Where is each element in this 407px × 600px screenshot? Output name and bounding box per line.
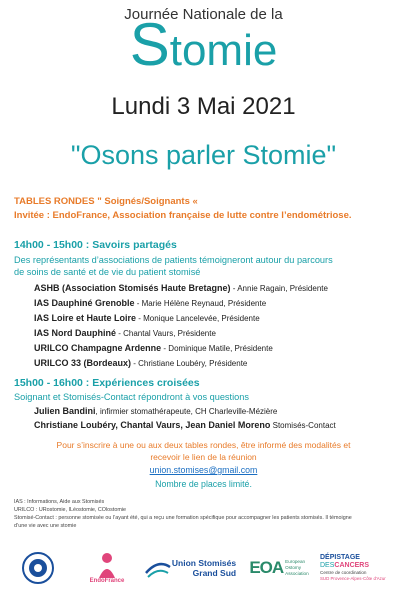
entry-person: - Chantal Vaurs, Présidente (116, 329, 216, 338)
union-stomises-sub: Grand Sud (192, 568, 237, 578)
event-tagline: "Osons parler Stomie" (70, 140, 337, 170)
footnote-urilco: URILCO : URostomie, ILéostomie, COlostomie (14, 507, 127, 513)
eoa-small-1: European (285, 559, 306, 564)
depistage-logo (320, 548, 400, 588)
entry-org: IAS Loire et Haute Loire (34, 313, 137, 323)
eoa-small-3: Association (285, 571, 309, 576)
depistage-line5: SUD Provence-Alpes-Côte d'Azur (320, 576, 386, 581)
session1-entry (34, 313, 260, 323)
session1-entry (34, 283, 328, 293)
entry-org: Christiane Loubéry, Chantal Vaurs, Jean Daniel Moreno (34, 420, 271, 430)
session1-heading: 14h00 - 15h00 : Savoirs partagés (14, 239, 177, 251)
depistage-line2-wrap (320, 562, 369, 570)
eoa-text: EOA (249, 558, 284, 577)
registration-info-line2: recevoir le lien de la réunion (150, 452, 257, 462)
contact-email-link[interactable]: union.stomises@gmail.com (149, 465, 258, 475)
session2-heading: 15h00 - 16h00 : Expériences croisées (14, 377, 200, 389)
entry-org: URILCO 33 (Bordeaux) (34, 358, 132, 368)
entry-person: - Christiane Loubéry, Présidente (131, 359, 248, 368)
eoa-logo (248, 548, 310, 588)
session1-entry (34, 298, 266, 308)
entry-org: IAS Dauphiné Grenoble (34, 298, 135, 308)
depistage-cancers: CANCERS (334, 562, 370, 569)
tables-rondes-invitee: Invitée : EndoFrance, Association française de lutte contre l’endométriose. (14, 210, 352, 221)
event-subtitle: Journée Nationale de la (124, 6, 283, 23)
session1-intro-line2: de soins de santé et de vie du patient stomisé (14, 267, 201, 277)
federation-emblem-icon (21, 551, 55, 585)
entry-org: ASHB (Association Stomisés Haute Bretagne) (34, 283, 231, 293)
entry-person: - Marie Hélène Reynaud, Présidente (134, 299, 267, 308)
event-date: Lundi 3 Mai 2021 (111, 93, 296, 120)
entry-person: - Monique Lancelevée, Présidente (136, 314, 260, 323)
logo-first-letter: S (129, 11, 170, 78)
eoa-small-2: Ostomy (285, 565, 301, 570)
union-stomises-swoosh-icon (144, 557, 172, 579)
footnote-ias: IAS : Informations, Aide aux Stomisés (14, 499, 105, 505)
session1-entry (34, 358, 247, 368)
footnote-stomise-contact: Stomisé-Contact : personne stomisée ou l’ayant été, qui a reçu une formation spécifique pour accompagner les patients stomisés. Il témoigne (14, 515, 352, 521)
session2-entry (34, 406, 277, 416)
endofrance-figure-icon (96, 552, 118, 578)
union-stomises-label: Union Stomisés (171, 558, 237, 568)
entry-person: Stomisés-Contact (270, 421, 336, 430)
entry-person: - Dominique Matile, Présidente (161, 344, 273, 353)
union-stomises-logo (140, 548, 240, 588)
endofrance-logo (82, 548, 132, 588)
entry-org: Julien Bandini (34, 406, 96, 416)
depistage-line4: Centre de coordination (320, 570, 367, 575)
tables-rondes-title: TABLES RONDES " Soignés/Soignants « (14, 196, 198, 207)
federation-logo (18, 548, 58, 588)
depistage-line1: DÉPISTAGE (320, 554, 360, 561)
footnote-stomise-contact-cont: d’une vie avec une stomie (14, 523, 77, 529)
session1-entry (34, 328, 216, 338)
endofrance-label: EndoFrance (89, 578, 125, 584)
session1-intro-line1: Des représentants d’associations de patients témoigneront autour du parcours (14, 255, 333, 265)
session2-intro: Soignant et Stomisés-Contact répondront à vos questions (14, 392, 249, 402)
entry-person: , infirmier stomathérapeute, CH Charleville-Mézière (95, 407, 278, 416)
session1-entry (34, 343, 273, 353)
session2-entry (34, 420, 336, 430)
entry-org: IAS Nord Dauphiné (34, 328, 117, 338)
registration-info-line1: Pour s’inscrire à une ou aux deux tables rondes, être informé des modalités et (56, 440, 351, 450)
entry-org: URILCO Champagne Ardenne (34, 343, 162, 353)
depistage-des: DES (320, 562, 335, 569)
limited-places-note: Nombre de places limité. (155, 479, 252, 489)
entry-person: - Annie Ragain, Présidente (230, 284, 328, 293)
logo-rest: tomie (169, 26, 278, 75)
